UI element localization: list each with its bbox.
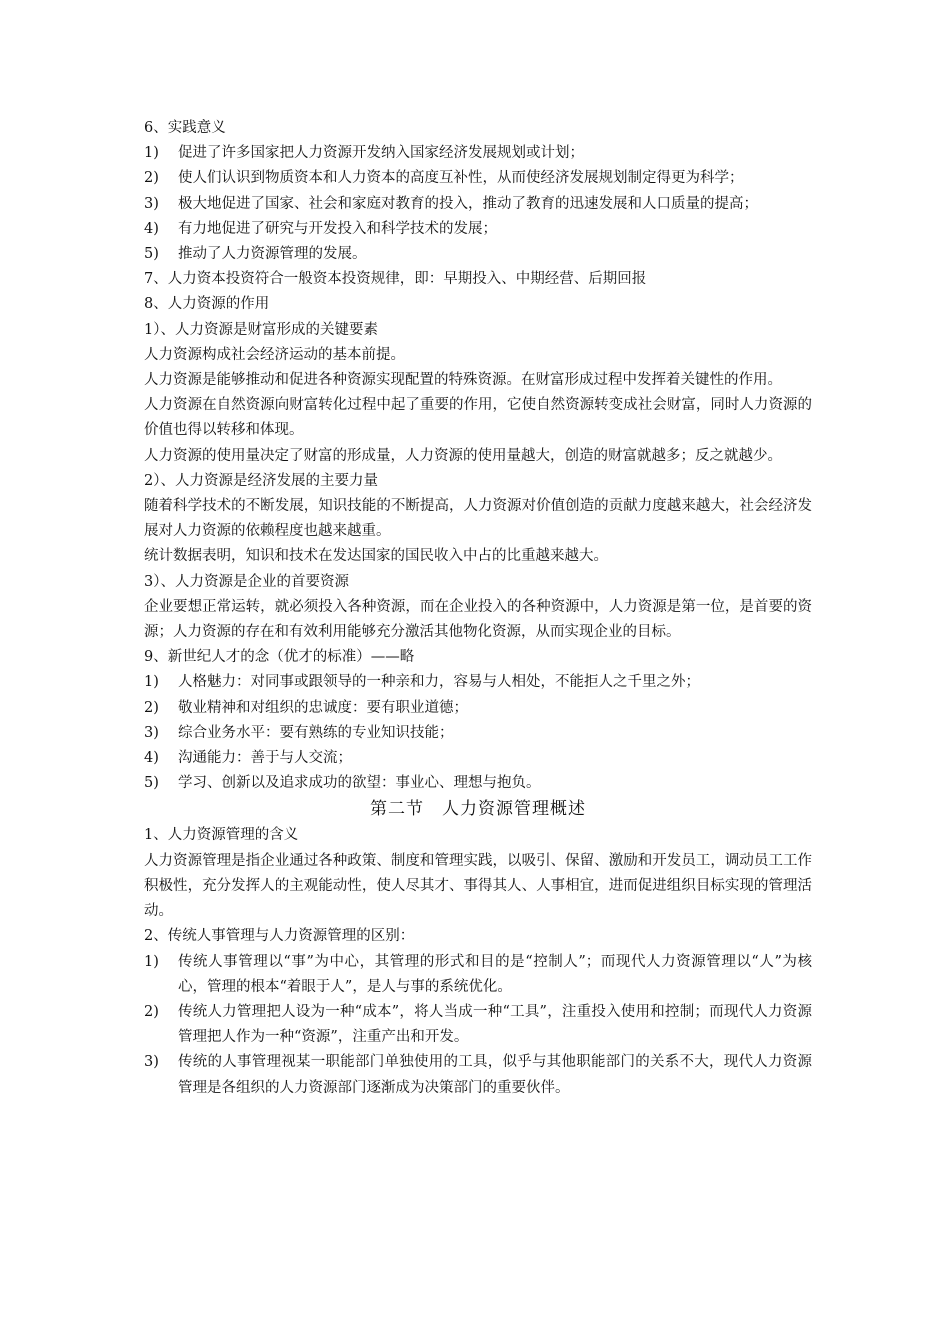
section-7-title: 7、人力资本投资符合一般资本投资规律，即：早期投入、中期经营、后期回报 <box>144 271 647 288</box>
list-item-number: 1) <box>144 674 159 691</box>
paragraph: 人力资源管理是指企业通过各种政策、制度和管理实践，以吸引、保留、激励和开发员工，调动员工工作积极性，充分发挥人的主观能动性，使人尽其才、事得其人、人事相宜，进而促进组织目标实现的管理活动。 <box>144 852 812 920</box>
list-item <box>144 217 812 242</box>
subsection-title: 2）、人力资源是经济发展的主要力量 <box>144 472 378 489</box>
paragraph: 统计数据表明，知识和技术在发达国家的国民收入中占的比重越来越大。 <box>144 548 608 565</box>
list-item-number: 2) <box>144 699 159 716</box>
list-item-number: 5) <box>144 775 159 792</box>
list-item <box>144 771 812 796</box>
paragraph: 企业要想正常运转，就必须投入各种资源，而在企业投入的各种资源中，人力资源是第一位，是首要的资源；人力资源的存在和有效利用能够充分激活其他物化资源，从而实现企业的目标。 <box>144 598 812 641</box>
list-item-number: 3) <box>144 1054 159 1071</box>
paragraph: 人力资源在自然资源向财富转化过程中起了重要的作用，它使自然资源转变成社会财富，同时人力资源的价值也得以转移和体现。 <box>144 397 812 439</box>
list-item <box>144 242 812 267</box>
list-item-text: 综合业务水平：要有熟练的专业知识技能； <box>178 724 454 741</box>
list-item-text: 使人们认识到物质资本和人力资本的高度互补性，从而使经济发展规划制定得更为科学； <box>178 170 744 187</box>
list-item-number: 2) <box>144 1003 159 1020</box>
subsection-title: 3）、人力资源是企业的首要资源 <box>144 573 349 590</box>
list-item-text: 极大地促进了国家、社会和家庭对教育的投入，推动了教育的迅速发展和人口质量的提高； <box>178 195 758 212</box>
list-item <box>144 721 812 746</box>
list-item-text: 传统的人事管理视某一职能部门单独使用的工具，似乎与其他职能部门的关系不大，现代人力资源管理是各组织的人力资源部门逐渐成为决策部门的重要伙伴。 <box>178 1054 812 1096</box>
list-item-number: 4) <box>144 220 159 237</box>
list-item <box>144 746 812 771</box>
list-item-text: 传统人事管理以“事”为中心，其管理的形式和目的是“控制人”；而现代人力资源管理以“人”为核心，管理的根本“着眼于人”，是人与事的系统优化。 <box>178 953 812 995</box>
list-item <box>144 141 812 166</box>
section-8-title: 8、人力资源的作用 <box>144 296 270 313</box>
list-item-number: 4) <box>144 750 159 767</box>
section-6-title: 6、实践意义 <box>144 120 226 136</box>
list-item <box>144 192 812 217</box>
list-item <box>144 696 812 721</box>
list-item-text: 沟通能力：善于与人交流； <box>178 750 352 767</box>
subsection-title: 1）、人力资源是财富形成的关键要素 <box>144 321 378 338</box>
list-item <box>144 166 812 191</box>
list-item-number: 1) <box>144 953 159 970</box>
list-item-number: 5) <box>144 246 159 263</box>
section-1-title: 1、人力资源管理的含义 <box>144 827 299 844</box>
list-item-text: 促进了许多国家把人力资源开发纳入国家经济发展规划或计划； <box>178 145 584 162</box>
list-item-text: 传统人力管理把人设为一种“成本”，将人当成一种“工具”，注重投入使用和控制；而现代人力资源管理把人作为一种“资源”，注重产出和开发。 <box>178 1003 812 1046</box>
list-item-text: 有力地促进了研究与开发投入和科学技术的发展； <box>178 220 497 237</box>
section-9-title: 9、新世纪人才的念（优才的标准）——略 <box>144 649 415 666</box>
paragraph: 人力资源构成社会经济运动的基本前提。 <box>144 346 405 363</box>
list-item <box>144 1000 812 1050</box>
paragraph: 随着科学技术的不断发展，知识技能的不断提高，人力资源对价值创造的贡献力度越来越大，社会经济发展对人力资源的依赖程度也越来越重。 <box>144 498 812 540</box>
list-item <box>144 1050 812 1100</box>
list-item-number: 1) <box>144 145 159 162</box>
list-item <box>144 950 812 1000</box>
paragraph: 人力资源的使用量决定了财富的形成量，人力资源的使用量越大，创造的财富就越多；反之就越少。 <box>144 447 782 464</box>
list-item-number: 2) <box>144 170 159 187</box>
list-item-number: 3) <box>144 195 159 212</box>
document-page <box>144 116 812 1101</box>
list-item-text: 推动了人力资源管理的发展。 <box>178 246 367 263</box>
paragraph: 人力资源是能够推动和促进各种资源实现配置的特殊资源。在财富形成过程中发挥着关键性的作用。 <box>144 372 782 389</box>
list-item-number: 3) <box>144 724 159 741</box>
list-item-text: 人格魅力：对同事或跟领导的一种亲和力，容易与人相处，不能拒人之千里之外； <box>178 674 700 691</box>
list-item-text: 敬业精神和对组织的忠诚度：要有职业道德； <box>178 699 468 716</box>
list-item-text: 学习、创新以及追求成功的欲望：事业心、理想与抱负。 <box>178 775 541 792</box>
list-item <box>144 670 812 695</box>
section-2-title: 2、传统人事管理与人力资源管理的区别： <box>144 928 415 945</box>
chapter-section-heading: 第二节 人力资源管理概述 <box>370 799 586 820</box>
